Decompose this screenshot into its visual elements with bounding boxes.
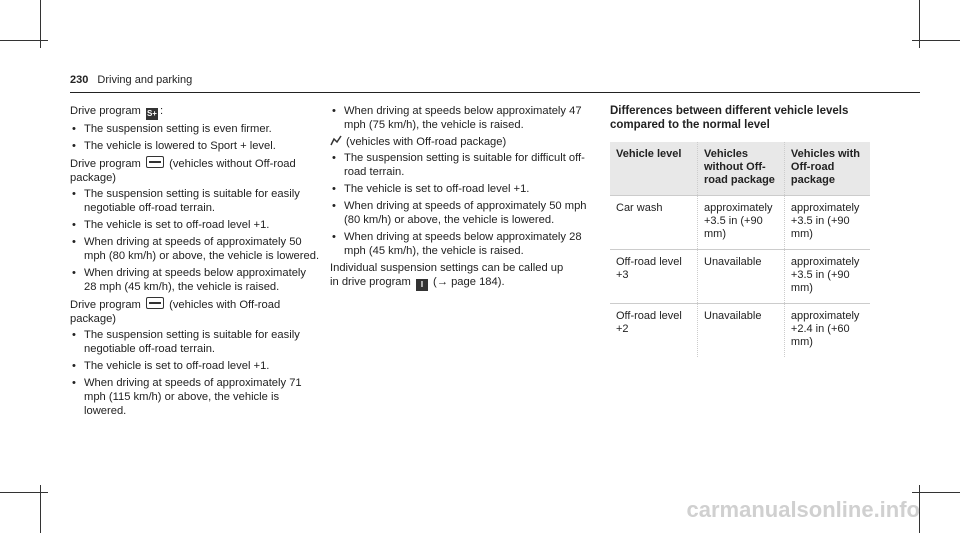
list [70, 328, 320, 418]
list-item: • When driving at speeds below approximately 28 mph (45 km/h), the vehicle is raised. [330, 230, 590, 258]
crop-mark [912, 492, 960, 493]
sport-plus-icon: S+ [146, 109, 157, 118]
list [330, 151, 590, 258]
drive-program-offroad: Drive program (vehicles without Off-road package) [70, 158, 296, 184]
drive-program-sport-plus: Drive program S+ : [70, 105, 164, 118]
column-2 [330, 104, 590, 293]
list-item: • When driving at speeds below approximately 47 mph (75 km/h), the vehicle is raised. [330, 104, 590, 132]
table-header-cell: Vehicles without Off-road package [698, 142, 785, 196]
page-number: 230 [70, 74, 89, 86]
section-title: Driving and parking [97, 74, 193, 86]
drive-program-rock: (vehicles with Off-road package) [330, 135, 590, 149]
table-cell: Unavailable [698, 304, 785, 358]
table-cell: approximately +3.5 in (+90 mm) [784, 196, 870, 250]
table-cell: Unavailable [698, 250, 785, 304]
drive-program-offroad-package: Drive program (vehicles with Off-road package) [70, 299, 281, 325]
page-header [70, 74, 192, 86]
table-cell: approximately +3.5 in (+90 mm) [784, 250, 870, 304]
column-1 [70, 104, 320, 421]
table-cell: Off-road level +3 [610, 250, 698, 304]
list-item: • The vehicle is lowered to Sport + level. [70, 139, 320, 153]
list-item: • The vehicle is set to off-road level +1. [70, 218, 320, 232]
list-item: • When driving at speeds of approximately 50 mph (80 km/h) or above, the vehicle is lowered. [70, 235, 320, 263]
table-row [610, 250, 870, 304]
table-row [610, 304, 870, 358]
list-item: • The suspension setting is even firmer. [70, 122, 320, 136]
list-item: • The vehicle is set to off-road level +1. [70, 359, 320, 373]
table-cell: approximately +3.5 in (+90 mm) [698, 196, 785, 250]
table-header-row [610, 142, 870, 196]
crop-mark [0, 40, 48, 41]
table-row [610, 196, 870, 250]
list-item: • The vehicle is set to off-road level +1. [330, 182, 590, 196]
crop-mark [0, 492, 48, 493]
table-cell: Car wash [610, 196, 698, 250]
list [70, 187, 320, 294]
page-reference[interactable]: (→ page 184). [429, 276, 505, 288]
watermark: carmanualsonline.info [686, 497, 920, 522]
crop-mark [912, 40, 960, 41]
table-header-cell: Vehicles with Off-road package [784, 142, 870, 196]
table-header-cell: Vehicle level [610, 142, 698, 196]
list-item: • The suspension setting is suitable for difficult off-road terrain. [330, 151, 590, 179]
table-cell: Off-road level +2 [610, 304, 698, 358]
list-item: • When driving at speeds of approximately 50 mph (80 km/h) or above, the vehicle is lowered. [330, 199, 590, 227]
list-item: • When driving at speeds below approximately 28 mph (45 km/h), the vehicle is raised. [70, 266, 320, 294]
table-cell: approximately +2.4 in (+60 mm) [784, 304, 870, 358]
list [70, 122, 320, 153]
list-item: • The suspension setting is suitable for easily negotiable off-road terrain. [70, 328, 320, 356]
offroad-icon [146, 297, 164, 309]
column-3 [610, 104, 870, 357]
offroad-icon [146, 156, 164, 168]
individual-program-icon: I [416, 279, 428, 291]
list-item: • The suspension setting is suitable for easily negotiable off-road terrain. [70, 187, 320, 215]
rock-terrain-icon [330, 135, 342, 147]
vehicle-levels-table [610, 142, 870, 357]
list-item: • When driving at speeds of approximately 71 mph (115 km/h) or above, the vehicle is lowered. [70, 376, 320, 418]
header-rule [70, 92, 920, 93]
list [330, 104, 590, 132]
individual-settings-note: Individual suspension settings can be called up in drive program I (→ page 184). [330, 262, 564, 289]
table-heading: Differences between different vehicle levels compared to the normal level [610, 105, 849, 131]
